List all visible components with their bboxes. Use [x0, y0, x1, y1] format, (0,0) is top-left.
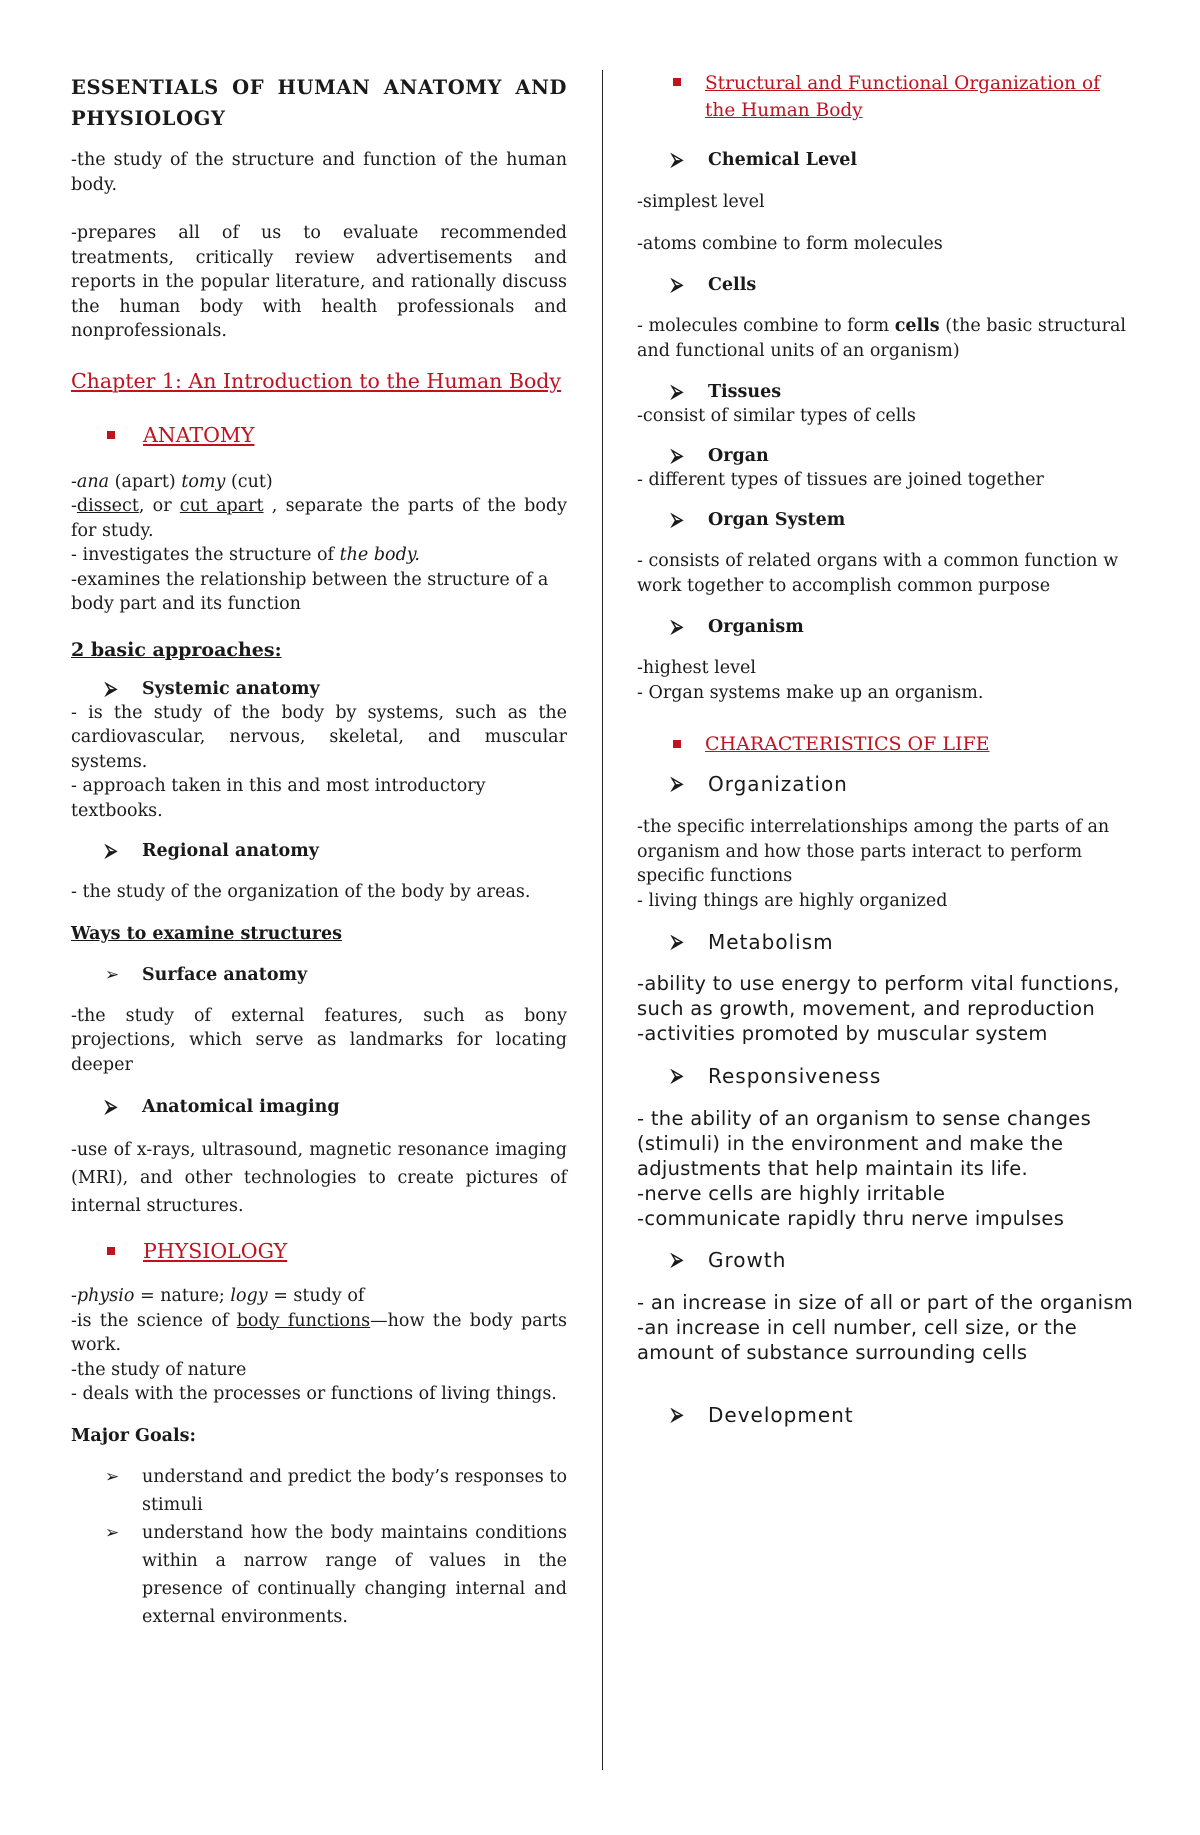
goals-list [71, 1463, 567, 1631]
cells-bold: cells [894, 316, 940, 336]
anatomy-bullet [71, 422, 567, 448]
organism-item [637, 615, 1137, 639]
left-column [71, 70, 567, 1631]
organ-desc: - different types of tissues are joined together [637, 469, 1044, 490]
physiology-bullet [71, 1238, 567, 1264]
physiology-definition [71, 1284, 567, 1407]
organism-label: Organism [708, 617, 804, 637]
anatomy-heading: ANATOMY [143, 422, 255, 447]
cells-label: Cells [708, 275, 757, 295]
dissect-line: -dissect, or cut apart , separate the parts of the body for study. [71, 496, 567, 541]
goal-item [71, 1519, 567, 1631]
tissues-label: Tissues [708, 382, 782, 402]
ety-tomy: tomy [181, 471, 226, 492]
ety-ana: ana [76, 471, 110, 492]
body-functions: body functions [236, 1310, 371, 1331]
systemic-anatomy-label: Systemic anatomy [142, 678, 320, 699]
nature-line: -the study of nature [71, 1359, 247, 1380]
metabolism-desc-2: -activities promoted by muscular system [637, 1022, 1048, 1045]
physio-word: physio [76, 1286, 135, 1306]
ways-heading: Ways to examine structures [71, 923, 343, 944]
imaging-label: Anatomical imaging [142, 1097, 340, 1117]
organism-desc-1: -highest level [637, 658, 756, 678]
responsiveness-label: Responsiveness [708, 1064, 882, 1088]
organization-desc-2: - living things are highly organized [637, 890, 948, 911]
intro-definition: -the study of the structure and function of the human body. [71, 150, 567, 195]
cells-pre: - molecules combine to form [637, 316, 895, 336]
chemical-desc-2: -atoms combine to form molecules [637, 233, 943, 254]
organism-desc-2: - Organ systems make up an organism. [637, 682, 984, 703]
arrow-icon: ⮚ [105, 841, 118, 861]
goal-text: understand how the body maintains conditions within a narrow range of values in the presence of continually changing internal and external environments. [142, 1522, 567, 1627]
growth-item [637, 1247, 1137, 1273]
square-bullet-icon [107, 1247, 115, 1255]
study-of-text: = study of [267, 1286, 365, 1306]
arrow-outline-icon: ➢ [105, 964, 120, 985]
chemical-level-item [637, 148, 1137, 172]
examines-line: -examines the relationship between the structure of a body part and its function [71, 569, 549, 614]
cells-item [637, 273, 1137, 297]
arrow-icon: ⮚ [105, 1097, 118, 1117]
arrow-outline-icon: ➢ [105, 1522, 120, 1543]
arrow-icon: ⮚ [671, 445, 684, 466]
organization-bullet [637, 70, 1137, 124]
characteristics-bullet [637, 731, 1137, 757]
metabolism-desc-1: -ability to use energy to perform vital functions, such as growth, movement, and reproduction [637, 972, 1120, 1020]
chapter-heading: Chapter 1: An Introduction to the Human Body [71, 368, 562, 393]
investigates-text: - investigates the structure of [71, 545, 340, 565]
organ-system-item [637, 508, 1137, 532]
arrow-icon: ⮚ [671, 150, 684, 170]
organ-item [637, 444, 1137, 468]
characteristics-heading: CHARACTERISTICS OF LIFE [705, 733, 990, 755]
anatomy-definition [71, 470, 567, 617]
tissues-item [637, 380, 1137, 404]
etymology-line: -ana (apart) tomy (cut) [71, 471, 273, 492]
development-item [637, 1402, 1137, 1428]
separate-text: , separate the parts of the body for study. [71, 496, 567, 541]
nature-text: = nature; [134, 1286, 231, 1306]
systemic-desc-2: - approach taken in this and most introductory textbooks. [71, 776, 486, 821]
arrow-icon: ⮚ [671, 510, 684, 530]
chemical-desc-1: -simplest level [637, 192, 765, 212]
arrow-icon: ⮚ [671, 275, 684, 295]
regional-desc: - the study of the organization of the body by areas. [71, 882, 531, 902]
science-post: —how the body parts work. [71, 1310, 567, 1355]
metabolism-label: Metabolism [708, 930, 834, 954]
arrow-icon: ⮚ [671, 617, 684, 637]
arrow-outline-icon: ➢ [105, 1466, 120, 1487]
growth-desc-2: -an increase in cell number, cell size, or the amount of substance surrounding cells [637, 1316, 1078, 1364]
imaging-item [71, 1095, 567, 1119]
science-line [71, 1309, 567, 1358]
investigates-line [71, 543, 567, 568]
physio-etymology: -physio = nature; logy = study of [71, 1286, 365, 1306]
regional-anatomy-item [71, 839, 567, 863]
organization-desc-1: -the specific interrelationships among the parts of an organism and how those parts interact to perform specific functions [637, 817, 1110, 886]
surface-anatomy-item [71, 963, 567, 987]
organ-label: Organ [708, 445, 769, 466]
organ-system-desc: - consists of related organs with a common function w work together to accomplish common purpose [637, 551, 1119, 596]
organization-label: Organization [708, 772, 848, 796]
arrow-icon: ⮚ [105, 678, 118, 699]
approaches-heading: 2 basic approaches: [71, 638, 282, 661]
intro-purpose: -prepares all of us to evaluate recommended treatments, critically review advertisements and reports in the popular literature, and rationally discuss the human body with health professionals and nonprofessionals. [71, 223, 567, 341]
goal-text: understand and predict the body’s responses to stimuli [142, 1466, 567, 1515]
responsiveness-desc-3: -communicate rapidly thru nerve impulses [637, 1207, 1065, 1230]
chemical-level-label: Chemical Level [708, 150, 858, 170]
column-divider [602, 70, 603, 1770]
arrow-icon: ⮚ [671, 1066, 685, 1086]
systemic-desc-1: - is the study of the body by systems, such as the cardiovascular, nervous, skeletal, and muscular systems. [71, 702, 567, 772]
tissues-desc: -consist of similar types of cells [637, 406, 916, 426]
document-title: ESSENTIALS OF HUMAN ANATOMY AND PHYSIOLOGY [71, 76, 567, 130]
surface-desc: -the study of external features, such as bony projections, which serve as landmarks for locating deeper [71, 1005, 567, 1075]
responsiveness-desc-2: -nerve cells are highly irritable [637, 1182, 946, 1205]
cells-desc [637, 314, 1137, 363]
surface-anatomy-label: Surface anatomy [142, 964, 308, 985]
square-bullet-icon [673, 78, 681, 86]
growth-label: Growth [708, 1248, 787, 1272]
development-label: Development [708, 1403, 854, 1427]
deals-line: - deals with the processes or functions of living things. [71, 1384, 557, 1404]
arrow-icon: ⮚ [671, 1405, 685, 1425]
responsiveness-desc-1: - the ability of an organism to sense changes (stimuli) in the environment and make the adjustments that help maintain its life. [637, 1107, 1092, 1180]
organ-system-label: Organ System [708, 510, 846, 530]
ety-cut: (cut) [225, 471, 273, 492]
science-pre: -is the science of [71, 1310, 237, 1331]
organization-item [637, 771, 1137, 797]
systemic-anatomy-item [71, 677, 567, 701]
organization-heading: Structural and Functional Organization of the Human Body [705, 73, 1100, 121]
arrow-icon: ⮚ [671, 774, 685, 794]
the-body-text: the body. [339, 545, 420, 565]
cells-post: (the basic structural and functional units of an organism) [637, 316, 1127, 361]
or-word: , or [138, 496, 180, 516]
arrow-icon: ⮚ [671, 1250, 685, 1270]
logy-word: logy [230, 1286, 268, 1306]
imaging-desc: -use of x-rays, ultrasound, magnetic resonance imaging (MRI), and other technologies to create pictures of internal structures. [71, 1140, 567, 1216]
responsiveness-item [637, 1063, 1137, 1089]
arrow-icon: ⮚ [671, 932, 685, 952]
regional-anatomy-label: Regional anatomy [142, 841, 319, 861]
goal-item [71, 1463, 567, 1519]
major-goals-heading: Major Goals: [71, 1425, 196, 1446]
right-column [637, 70, 1137, 1428]
physiology-heading: PHYSIOLOGY [143, 1239, 288, 1263]
square-bullet-icon [673, 740, 681, 748]
growth-desc-1: - an increase in size of all or part of the organism [637, 1291, 1134, 1314]
metabolism-item [637, 929, 1137, 955]
dissect-word: dissect [76, 496, 139, 516]
ety-apart: (apart) [109, 471, 182, 492]
square-bullet-icon [107, 431, 115, 439]
cut-apart-word: cut apart [179, 496, 264, 516]
arrow-icon: ⮚ [671, 382, 684, 402]
